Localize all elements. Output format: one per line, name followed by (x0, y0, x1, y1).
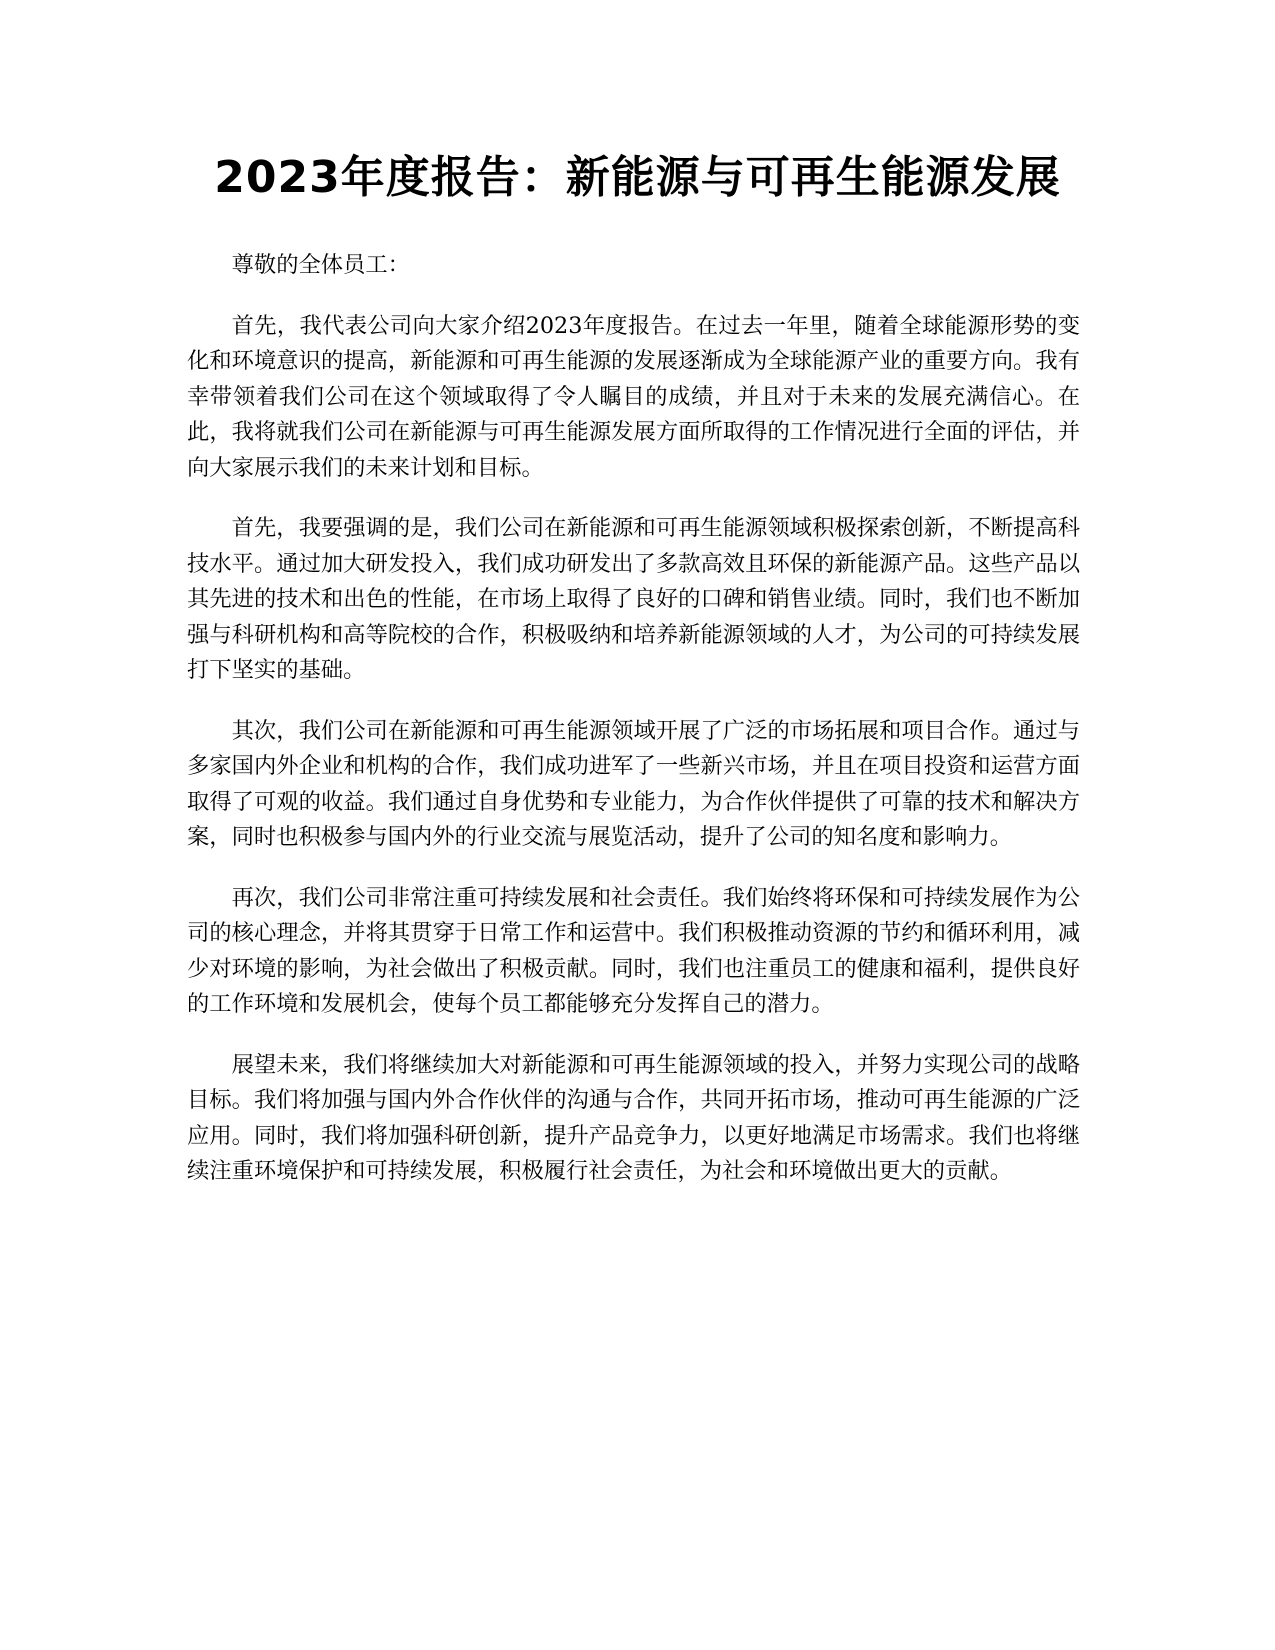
salutation: 尊敬的全体员工： (231, 252, 410, 278)
document-title: 2023年度报告：新能源与可再生能源发展 (214, 152, 1061, 203)
paragraph-outlook: 展望未来，我们将继续加大对新能源和可再生能源领域的投入，并努力实现公司的战略目标。我们将加强与国内外合作伙伴的沟通与合作，共同开拓市场，推动可再生能源的广泛应用。同时，我们将加强科研创新，提升产品竞争力，以更好地满足市场需求。我们也将继续注重环境保护和可持续发展，积极履行社会责任，为社会和环境做出更大的贡献。 (187, 1051, 1080, 1184)
paragraph-sustainability: 再次，我们公司非常注重可持续发展和社会责任。我们始终将环保和可持续发展作为公司的核心理念，并将其贯穿于日常工作和运营中。我们积极推动资源的节约和循环利用，减少对环境的影响，为社会做出了积极贡献。同时，我们也注重员工的健康和福利，提供良好的工作环境和发展机会，使每个员工都能够充分发挥自己的潜力。 (187, 884, 1080, 1017)
paragraph-market: 其次，我们公司在新能源和可再生能源领域开展了广泛的市场拓展和项目合作。通过与多家国内外企业和机构的合作，我们成功进军了一些新兴市场，并且在项目投资和运营方面取得了可观的收益。我们通过自身优势和专业能力，为合作伙伴提供了可靠的技术和解决方案，同时也积极参与国内外的行业交流与展览活动，提升了公司的知名度和影响力。 (187, 717, 1080, 850)
document-body (187, 248, 1080, 1215)
paragraph-intro: 首先，我代表公司向大家介绍2023年度报告。在过去一年里，随着全球能源形势的变化和环境意识的提高，新能源和可再生能源的发展逐渐成为全球能源产业的重要方向。我有幸带领着我们公司在这个领域取得了令人瞩目的成绩，并且对于未来的发展充满信心。在此，我将就我们公司在新能源与可再生能源发展方面所取得的工作情况进行全面的评估，并向大家展示我们的未来计划和目标。 (187, 312, 1080, 481)
paragraph-innovation: 首先，我要强调的是，我们公司在新能源和可再生能源领域积极探索创新，不断提高科技水平。通过加大研发投入，我们成功研发出了多款高效且环保的新能源产品。这些产品以其先进的技术和出色的性能，在市场上取得了良好的口碑和销售业绩。同时，我们也不断加强与科研机构和高等院校的合作，积极吸纳和培养新能源领域的人才，为公司的可持续发展打下坚实的基础。 (187, 515, 1080, 683)
